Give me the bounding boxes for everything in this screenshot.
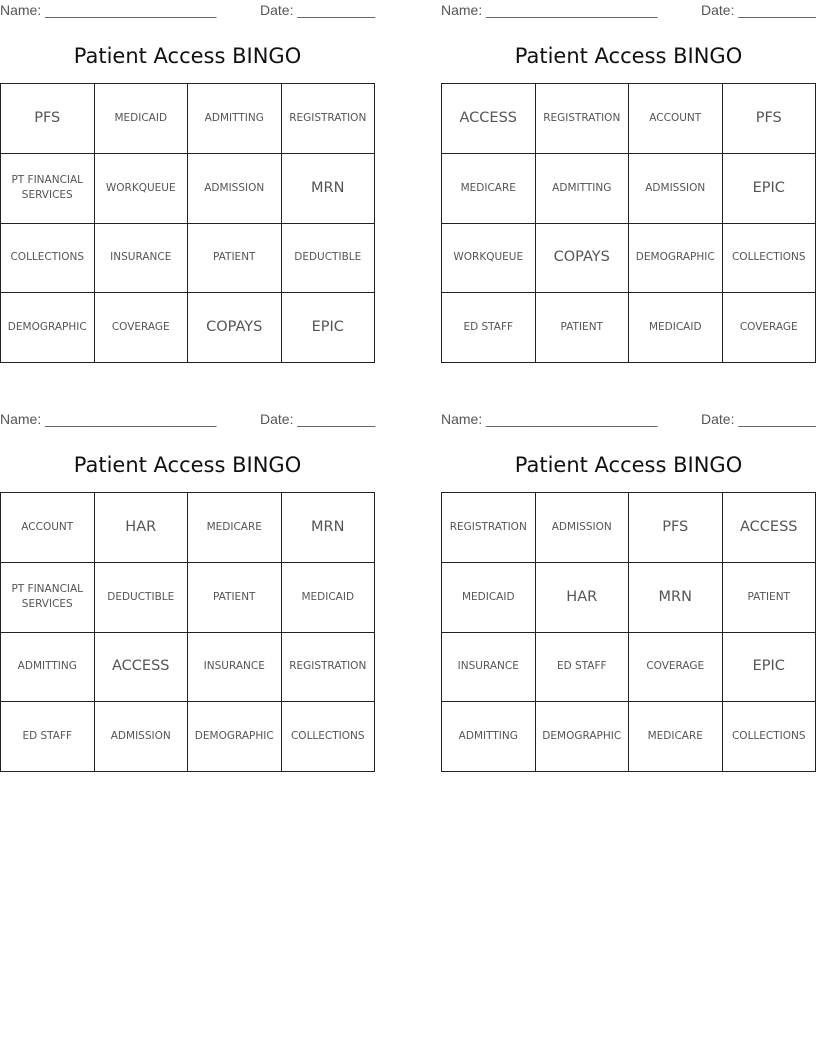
bingo-cell: COVERAGE: [629, 633, 723, 703]
bingo-cell: DEDUCTIBLE: [282, 224, 376, 294]
bingo-cell: ED STAFF: [1, 702, 95, 772]
bingo-cell: REGISTRATION: [536, 84, 630, 154]
bingo-cell: ADMITTING: [442, 702, 536, 772]
bingo-cell: MEDICAID: [442, 563, 536, 633]
bingo-cell: MEDICAID: [95, 84, 189, 154]
bingo-cell: MEDICAID: [282, 563, 376, 633]
date-field[interactable]: Date: __________: [260, 411, 376, 427]
bingo-cell: ADMISSION: [629, 154, 723, 224]
bingo-cell: ACCOUNT: [1, 493, 95, 563]
bingo-cell: WORKQUEUE: [442, 224, 536, 294]
bingo-cell: COVERAGE: [95, 293, 189, 363]
bingo-cell: DEMOGRAPHIC: [188, 702, 282, 772]
bingo-cell: ACCESS: [723, 493, 816, 563]
bingo-cell: MEDICARE: [629, 702, 723, 772]
card-title: Patient Access BINGO: [73, 44, 302, 68]
bingo-cell: MRN: [282, 154, 376, 224]
bingo-cell: INSURANCE: [442, 633, 536, 703]
date-field[interactable]: Date: __________: [701, 2, 816, 18]
bingo-cell: INSURANCE: [95, 224, 189, 294]
name-field[interactable]: Name: ______________________: [441, 2, 658, 18]
bingo-grid: [0, 83, 375, 363]
card-title: Patient Access BINGO: [73, 453, 302, 477]
bingo-cell: INSURANCE: [188, 633, 282, 703]
bingo-cell: PT FINANCIAL SERVICES: [1, 563, 95, 633]
bingo-cell: COLLECTIONS: [723, 224, 816, 294]
bingo-cell: DEDUCTIBLE: [95, 563, 189, 633]
bingo-cell: DEMOGRAPHIC: [536, 702, 630, 772]
bingo-cell: EPIC: [282, 293, 376, 363]
bingo-cell: COLLECTIONS: [723, 702, 816, 772]
date-field[interactable]: Date: __________: [260, 2, 376, 18]
bingo-cell: COPAYS: [536, 224, 630, 294]
bingo-cell: PFS: [629, 493, 723, 563]
bingo-cell: HAR: [95, 493, 189, 563]
bingo-cell: MRN: [629, 563, 723, 633]
bingo-cell: PATIENT: [723, 563, 816, 633]
bingo-cell: MEDICARE: [188, 493, 282, 563]
bingo-cell: MRN: [282, 493, 376, 563]
bingo-cell: MEDICARE: [442, 154, 536, 224]
bingo-cell: COLLECTIONS: [282, 702, 376, 772]
name-field[interactable]: Name: ______________________: [0, 2, 217, 18]
bingo-cell: ED STAFF: [536, 633, 630, 703]
bingo-grid: [441, 83, 816, 363]
bingo-cell: PT FINANCIAL SERVICES: [1, 154, 95, 224]
card-title: Patient Access BINGO: [514, 453, 743, 477]
name-field[interactable]: Name: ______________________: [441, 411, 658, 427]
bingo-card: [441, 0, 816, 364]
bingo-card: [0, 0, 375, 364]
bingo-cell: ADMITTING: [536, 154, 630, 224]
bingo-card: [0, 409, 375, 773]
bingo-cell: PFS: [723, 84, 816, 154]
bingo-cell: ADMISSION: [188, 154, 282, 224]
card-header: [441, 411, 816, 429]
bingo-cell: MEDICAID: [629, 293, 723, 363]
bingo-cell: DEMOGRAPHIC: [1, 293, 95, 363]
bingo-cell: ADMITTING: [188, 84, 282, 154]
bingo-cell: PFS: [1, 84, 95, 154]
bingo-cell: REGISTRATION: [282, 633, 376, 703]
name-field[interactable]: Name: ______________________: [0, 411, 217, 427]
bingo-cell: COPAYS: [188, 293, 282, 363]
bingo-cell: PATIENT: [188, 563, 282, 633]
card-header: [441, 2, 816, 20]
bingo-grid: [0, 492, 375, 772]
bingo-cell: ED STAFF: [442, 293, 536, 363]
bingo-cell: PATIENT: [536, 293, 630, 363]
bingo-cell: WORKQUEUE: [95, 154, 189, 224]
card-title: Patient Access BINGO: [514, 44, 743, 68]
bingo-grid: [441, 492, 816, 772]
bingo-cell: REGISTRATION: [442, 493, 536, 563]
date-field[interactable]: Date: __________: [701, 411, 816, 427]
card-header: [0, 411, 375, 429]
bingo-cell: EPIC: [723, 154, 816, 224]
bingo-cell: ADMISSION: [95, 702, 189, 772]
bingo-cell: COVERAGE: [723, 293, 816, 363]
bingo-cell: ACCESS: [95, 633, 189, 703]
bingo-cell: HAR: [536, 563, 630, 633]
bingo-cell: ACCESS: [442, 84, 536, 154]
bingo-cell: ADMISSION: [536, 493, 630, 563]
bingo-cell: EPIC: [723, 633, 816, 703]
bingo-cell: REGISTRATION: [282, 84, 376, 154]
bingo-cell: DEMOGRAPHIC: [629, 224, 723, 294]
bingo-cell: COLLECTIONS: [1, 224, 95, 294]
card-header: [0, 2, 375, 20]
bingo-cell: ACCOUNT: [629, 84, 723, 154]
bingo-cell: PATIENT: [188, 224, 282, 294]
bingo-card: [441, 409, 816, 773]
bingo-cell: ADMITTING: [1, 633, 95, 703]
